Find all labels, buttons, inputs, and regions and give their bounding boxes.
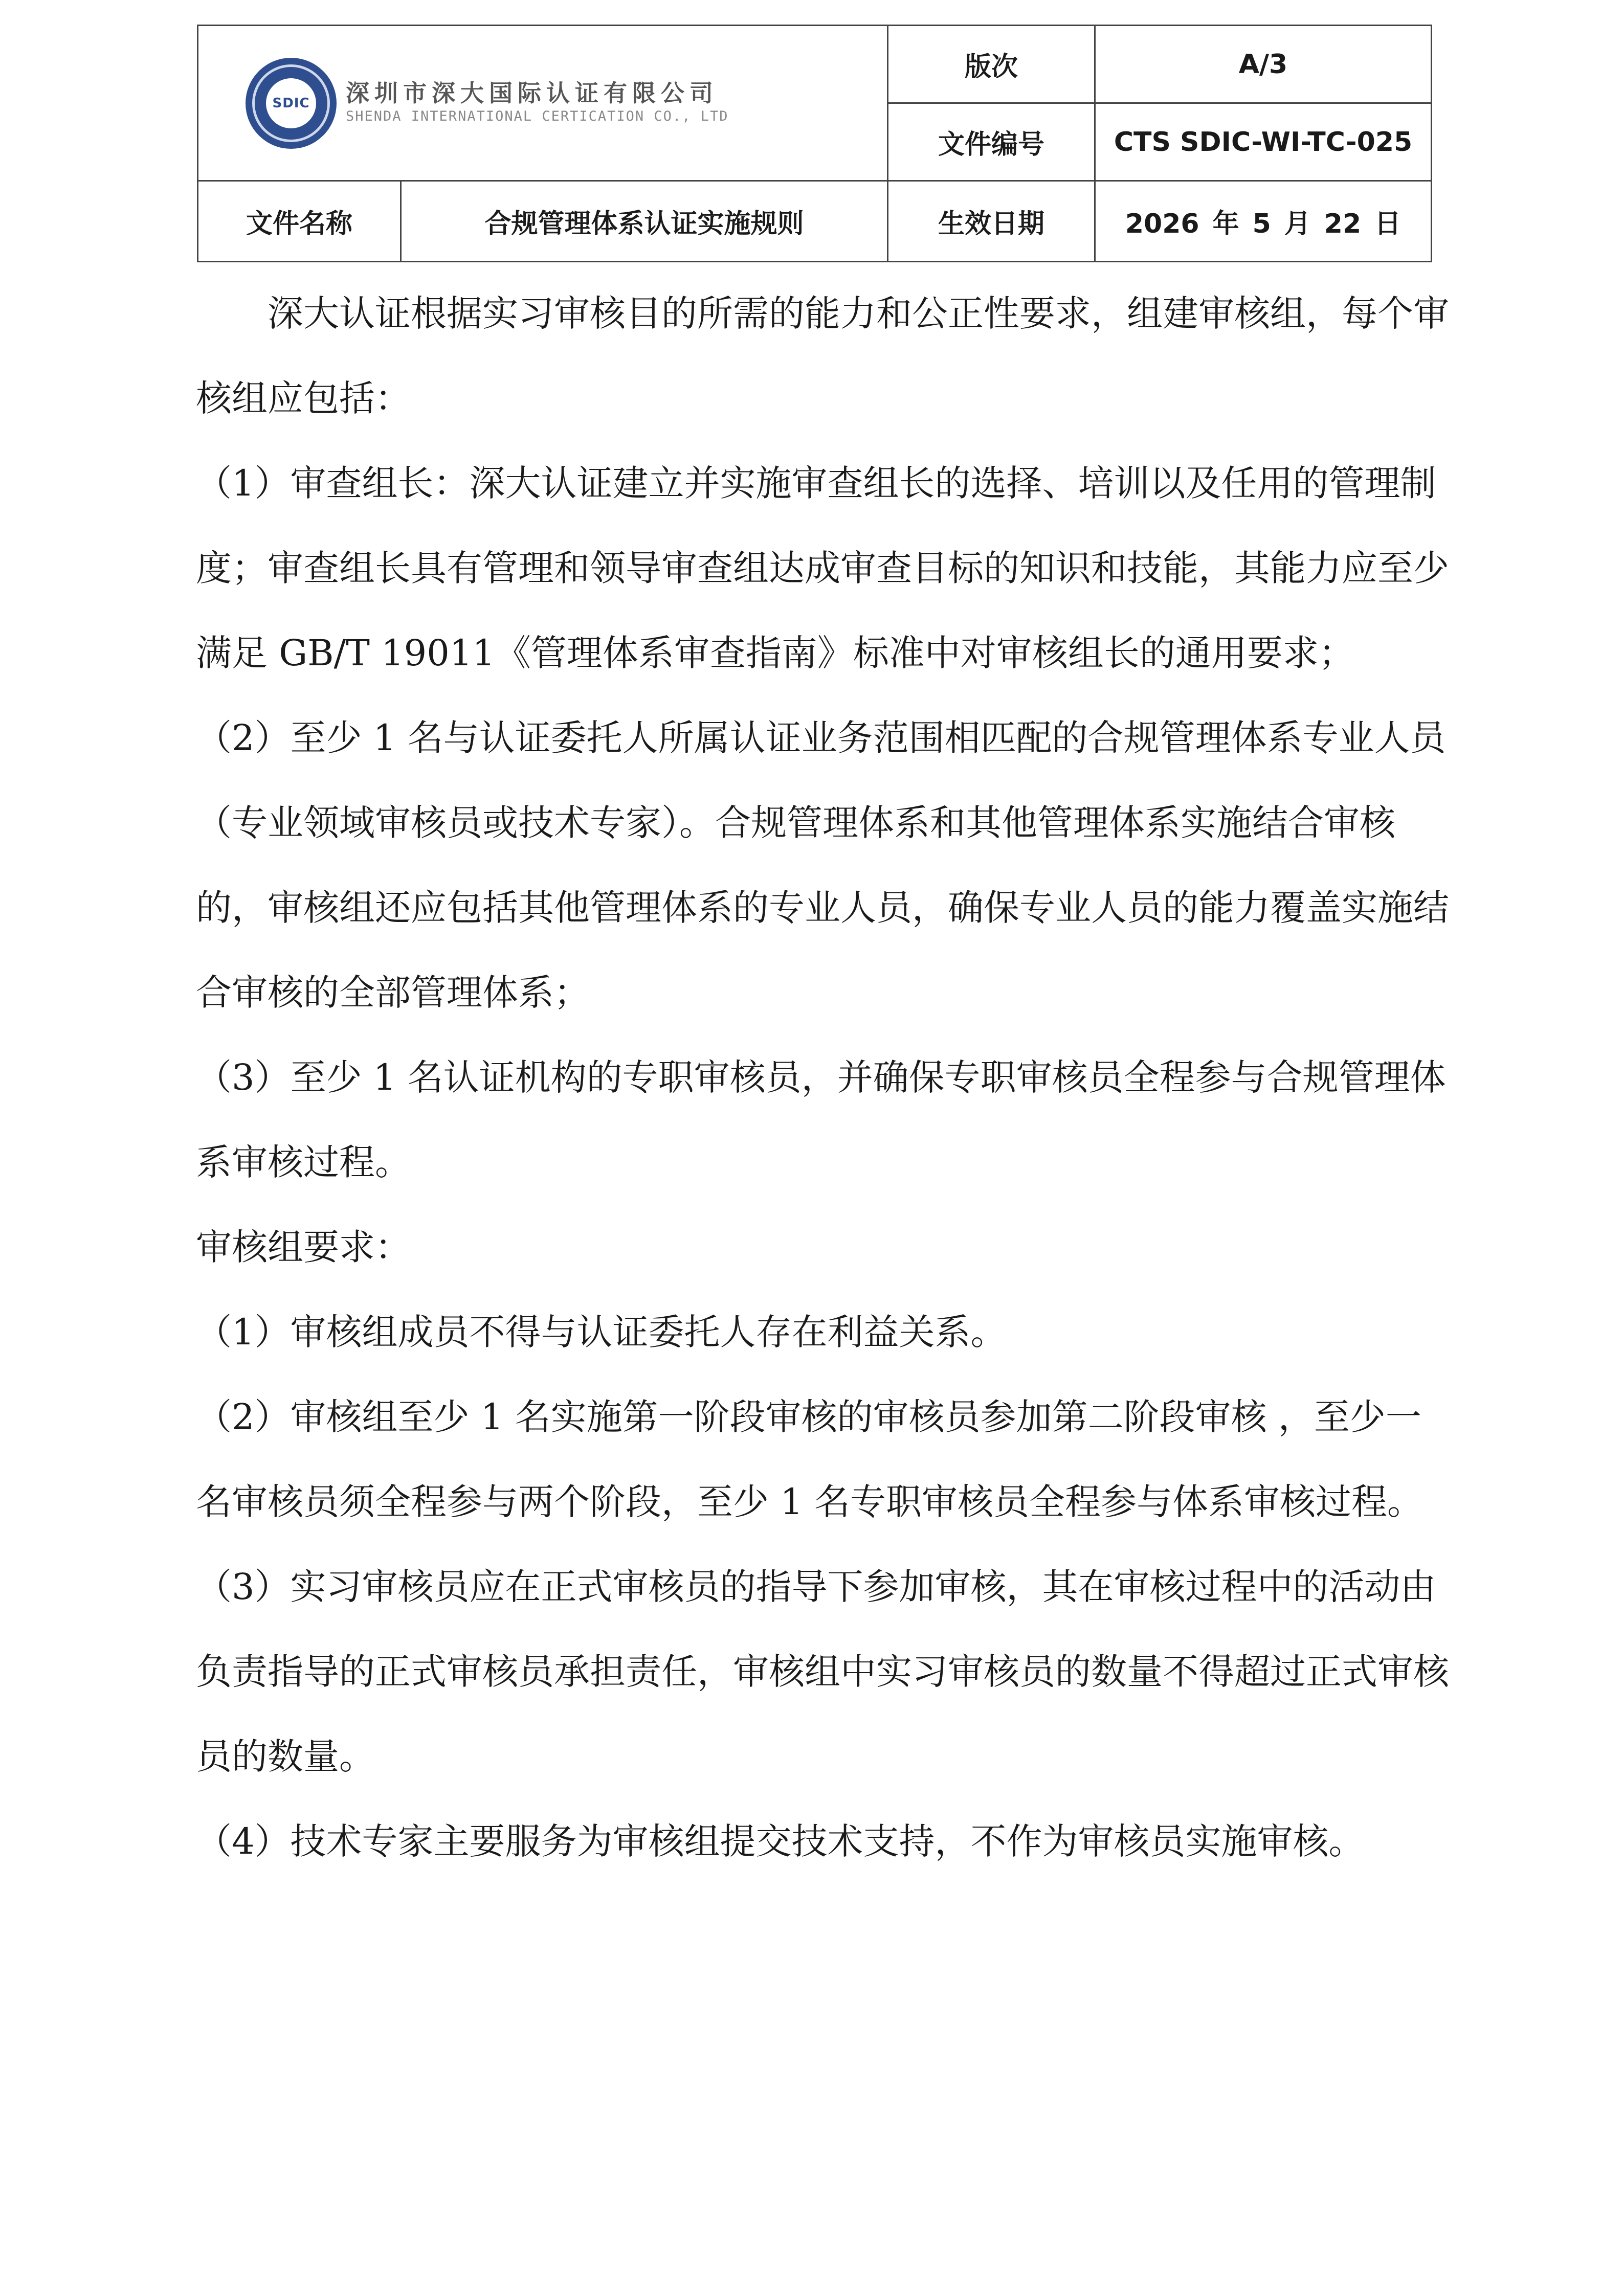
doc-name-value: 合规管理体系认证实施规则 [401,181,888,262]
paragraph-item-2: （2）至少 1 名与认证委托人所属认证业务范围相匹配的合规管理体系专业人员（专业领域审核员或技术专家）。合规管理体系和其他管理体系实施结合审核的，审核组还应包括其他管理体系的专业人员，确保专业人员的能力覆盖实施结合审核的全部管理体系； [196,717,1449,1014]
document-body [196,271,1449,1884]
company-name-en: SHENDA INTERNATIONAL CERTICATION CO., LTD [346,108,729,125]
version-label: 版次 [888,26,1095,103]
version-value: A/3 [1095,26,1432,103]
effective-date-month-unit: 月 [1284,209,1311,239]
paragraph-requirement-2: （2）审核组至少 1 名实施第一阶段审核的审核员参加第二阶段审核 ，至少一名审核员须全程参与两个阶段，至少 1 名专职审核员全程参与体系审核过程。 [196,1396,1423,1523]
doc-name-label: 文件名称 [198,181,401,262]
company-seal-logo-icon [246,58,337,149]
doc-number-value: CTS SDIC-WI-TC-025 [1095,103,1432,181]
logo-text: SDIC [272,95,310,111]
paragraph-item-3: （3）至少 1 名认证机构的专职审核员，并确保专职审核员全程参与合规管理体系审核过程。 [196,1056,1446,1183]
paragraph-requirement-3: （3）实习审核员应在正式审核员的指导下参加审核，其在审核过程中的活动由负责指导的正式审核员承担责任，审核组中实习审核员的数量不得超过正式审核员的数量。 [196,1566,1449,1777]
effective-date-year-unit: 年 [1212,209,1239,239]
effective-date-month: 5 [1252,209,1271,239]
company-name-cn: 深圳市深大国际认证有限公司 [346,79,718,107]
effective-date-day: 22 [1324,209,1362,239]
paragraph-intro: 深大认证根据实习审核目的所需的能力和公正性要求，组建审核组，每个审核组应包括： [196,292,1449,419]
company-logo-cell [198,26,888,181]
paragraph-requirement-1: （1）审核组成员不得与认证委托人存在利益关系。 [196,1311,1007,1353]
effective-date-year: 2026 [1125,209,1199,239]
paragraph-requirement-4: （4）技术专家主要服务为审核组提交技术支持，不作为审核员实施审核。 [196,1820,1365,1862]
effective-date-value [1095,181,1432,262]
effective-date-day-unit: 日 [1374,209,1401,239]
doc-number-label: 文件编号 [888,103,1095,181]
paragraph-team-requirements-heading: 审核组要求： [196,1226,411,1268]
effective-date-label: 生效日期 [888,181,1095,262]
document-header-table [197,25,1432,262]
paragraph-item-1: （1）审查组长：深大认证建立并实施审查组长的选择、培训以及任用的管理制度；审查组长具有管理和领导审查组达成审查目标的知识和技能，其能力应至少满足 GB/T 19011《管理体系审查指南》标准中对审核组长的通用要求； [196,462,1449,674]
